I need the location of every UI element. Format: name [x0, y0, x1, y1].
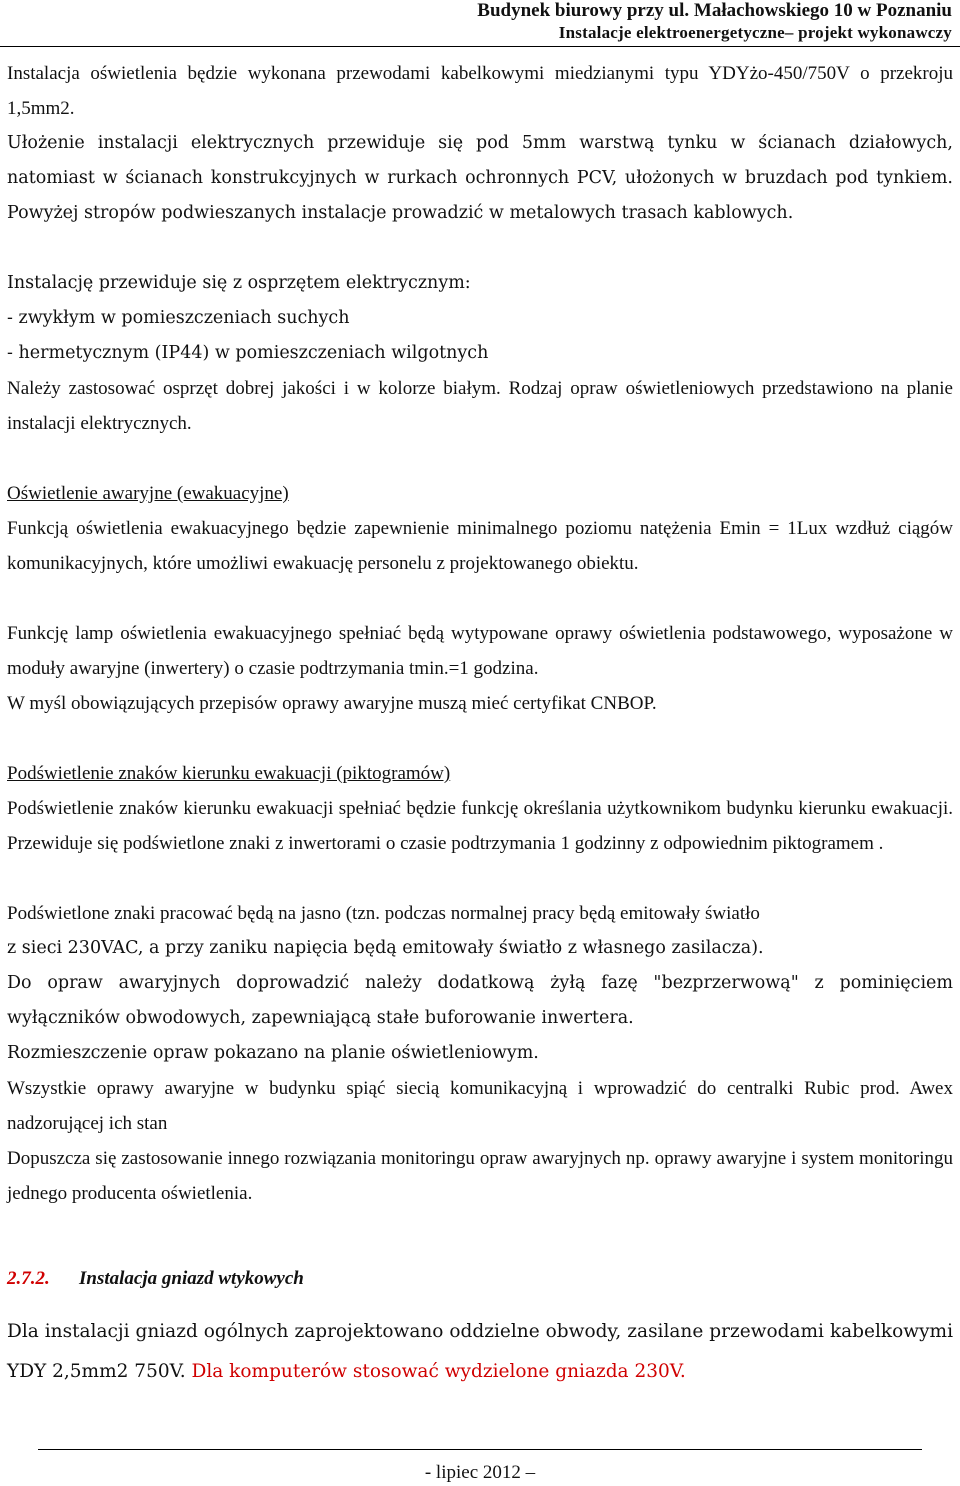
section-title: Instalacja gniazd wtykowych [79, 1268, 304, 1289]
paragraph-fittings-intro: Instalację przewiduje się z osprzętem elektrycznym: [7, 273, 471, 293]
section-number: 2.7.2. [7, 1268, 50, 1289]
paragraph-emergency-lamps: Funkcję lamp oświetlenia ewakuacyjnego spełniać będą wytypowane oprawy oświetlenia podstawowego, wyposażone w moduły awaryjne (inwertery) o czasie podtrzymania tmin.=1 godzina. [7, 623, 953, 679]
paragraph-sockets-highlight: Dla komputerów stosować wydzielone gniazda 230V. [191, 1361, 686, 1382]
header-divider [0, 46, 960, 47]
paragraph-phase-supply: Do opraw awaryjnych doprowadzić należy dodatkową żyłą fazę "bezprzerwową" z pominięciem wyłączników obwodowych, zapewniającą stałe buforowanie inwertera. [7, 973, 953, 1028]
paragraph-signs-power: z sieci 230VAC, a przy zaniku napięcia będą emitowały światło z własnego zasilacza). [7, 938, 764, 958]
paragraph-network: Wszystkie oprawy awaryjne w budynku spiąć siecią komunikacyjną i wprowadzić do centralki Rubic prod. Awex nadzorującej ich stan [7, 1078, 953, 1134]
paragraph-cnbop: W myśl obowiązujących przepisów oprawy awaryjne muszą mieć certyfikat CNBOP. [7, 693, 657, 714]
section-heading [7, 1264, 304, 1294]
header-title: Budynek biurowy przy ul. Małachowskiego 10 w Poznaniu [477, 0, 952, 21]
list-item-wet-rooms: - hermetycznym (IP44) w pomieszczeniach wilgotnych [7, 343, 489, 363]
paragraph-exit-signs: Podświetlenie znaków kierunku ewakuacji spełniać będzie funkcję określania użytkownikom budynku kierunku ewakuacji. Przewiduje się podświetlone znaki z inwertorami o czasie podtrzymania 1 godzinny z odpowiednim piktogramem . [7, 798, 953, 854]
paragraph-signs-mode: Podświetlone znaki pracować będą na jasno (tzn. podczas normalnej pracy będą emitowały światło [7, 903, 760, 924]
header-subtitle: Instalacje elektroenergetyczne– projekt wykonawczy [558, 23, 952, 42]
list-item-dry-rooms: - zwykłym w pomieszczeniach suchych [7, 308, 350, 328]
paragraph-layout-plan: Rozmieszczenie opraw pokazano na planie oświetleniowym. [7, 1043, 539, 1063]
paragraph-emergency-function: Funkcją oświetlenia ewakuacyjnego będzie zapewnienie minimalnego poziomu natężenia Emin = 1Lux wzdłuż ciągów komunikacyjnych, które umożliwi ewakuację personelu z projektowanego obiektu. [7, 518, 953, 574]
heading-emergency-lighting: Oświetlenie awaryjne (ewakuacyjne) [7, 483, 289, 504]
footer-date: - lipiec 2012 – [424, 1462, 536, 1483]
paragraph-wiring: Instalacja oświetlenia będzie wykonana przewodami kabelkowymi miedzianymi typu YDYżo-450/750V o przekroju 1,5mm2. [7, 63, 953, 119]
paragraph-fittings-quality: Należy zastosować osprzęt dobrej jakości i w kolorze białym. Rodzaj opraw oświetleniowych przedstawiono na planie instalacji elektrycznych. [7, 378, 953, 434]
page-header [477, 0, 952, 44]
paragraph-installation: Ułożenie instalacji elektrycznych przewiduje się pod 5mm warstwą tynku w ścianach działowych, natomiast w ścianach konstrukcyjnych w rurkach ochronnych PCV, ułożonych w bruzdach pod tynkiem. Powyżej stropów podwieszanych instalacje prowadzić w metalowych trasach kablowych. [7, 133, 953, 223]
paragraph-sockets-text: Dla instalacji gniazd ogólnych zaprojektowano oddzielne obwody, zasilane przewodami kabelkowymi YDY 2,5mm2 750V. [7, 1321, 953, 1382]
footer-divider [38, 1449, 922, 1450]
heading-exit-signs: Podświetlenie znaków kierunku ewakuacji (piktogramów) [7, 763, 451, 784]
paragraph-sockets [7, 1312, 953, 1392]
paragraph-monitoring: Dopuszcza się zastosowanie innego rozwiązania monitoringu opraw awaryjnych np. oprawy awaryjne i system monitoringu jednego producenta oświetlenia. [7, 1148, 953, 1204]
